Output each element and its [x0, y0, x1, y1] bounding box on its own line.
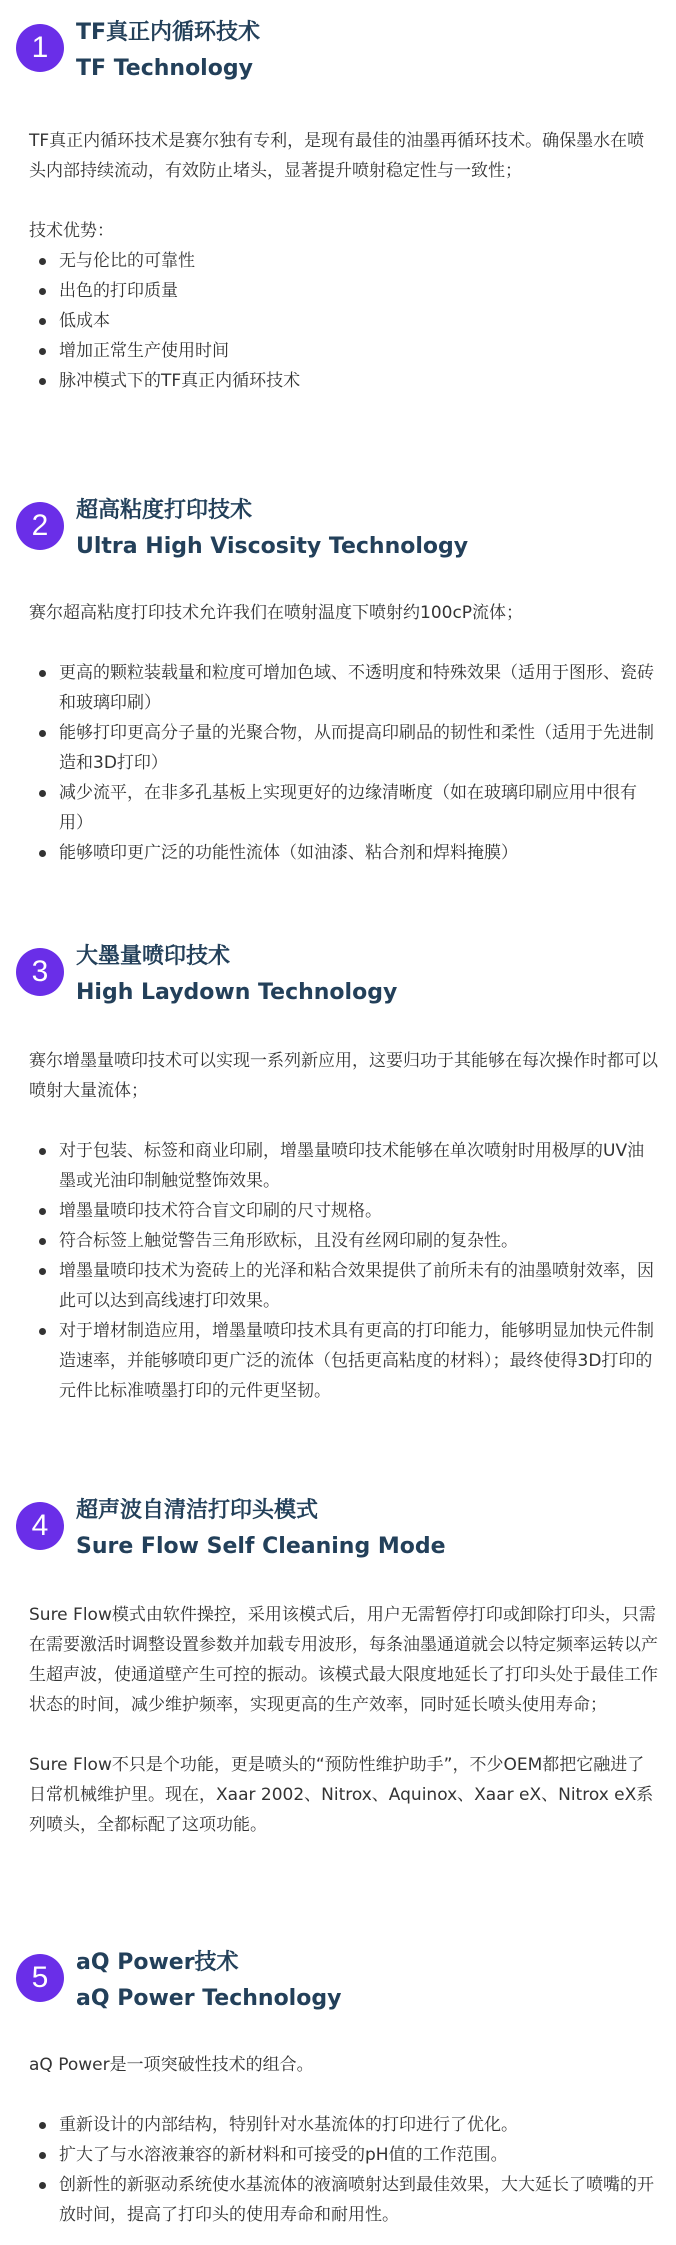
list-item: 扩大了与水溶液兼容的新材料和可接受的pH值的工作范围。	[29, 2140, 659, 2170]
list-item: 增墨量喷印技术为瓷砖上的光泽和粘合效果提供了前所未有的油墨喷射效率，因此可以达到高线速打印效果。	[29, 1256, 659, 1316]
section-title-en: aQ Power Technology	[76, 1986, 342, 2011]
section-title-cn: 超声波自清洁打印头模式	[76, 1498, 319, 1523]
list-item: 对于包装、标签和商业印刷，增墨量喷印技术能够在单次喷射时用极厚的UV油墨或光油印制触觉整饰效果。	[29, 1136, 659, 1196]
list-item: 能够喷印更广泛的功能性流体（如油漆、粘合剂和焊料掩膜）	[29, 838, 659, 868]
feature-list	[29, 658, 659, 868]
list-item: 低成本	[29, 306, 659, 336]
section-intro: 赛尔增墨量喷印技术可以实现一系列新应用，这要归功于其能够在每次操作时都可以喷射大量流体；	[29, 1051, 658, 1101]
section-header	[16, 14, 656, 90]
list-item: 增墨量喷印技术符合盲文印刷的尺寸规格。	[29, 1196, 659, 1226]
section-outro: Sure Flow不只是个功能，更是喷头的“预防性维护助手”，不少OEM都把它融进了日常机械维护里。现在，Xaar 2002、Nitrox、Aquinox、Xaar eX、Nitrox eX系列喷头，全都标配了这项功能。	[29, 1755, 654, 1835]
section-header	[16, 1492, 656, 1568]
section-number-badge: 2	[16, 502, 64, 550]
section-title-cn: aQ Power技术	[76, 1950, 239, 1975]
section-ultra-high-viscosity	[0, 492, 676, 892]
section-header	[16, 1944, 656, 2020]
section-body	[29, 126, 659, 396]
list-item: 能够打印更高分子量的光聚合物，从而提高印刷品的韧性和柔性（适用于先进制造和3D打印）	[29, 718, 659, 778]
section-header	[16, 938, 656, 1014]
list-item: 脉冲模式下的TF真正内循环技术	[29, 366, 659, 396]
section-title-en: High Laydown Technology	[76, 980, 398, 1005]
section-subheading: 技术优势：	[29, 221, 114, 241]
section-tf-technology	[0, 14, 676, 424]
list-item: 减少流平，在非多孔基板上实现更好的边缘清晰度（如在玻璃印刷应用中很有用）	[29, 778, 659, 838]
list-item: 无与伦比的可靠性	[29, 246, 659, 276]
advantage-list	[29, 246, 659, 396]
feature-list	[29, 1136, 659, 1406]
feature-list	[29, 2110, 659, 2230]
list-item: 增加正常生产使用时间	[29, 336, 659, 366]
section-title-en: TF Technology	[76, 56, 253, 81]
section-intro: TF真正内循环技术是赛尔独有专利，是现有最佳的油墨再循环技术。确保墨水在喷头内部持续流动，有效防止堵头，显著提升喷射稳定性与一致性；	[29, 131, 645, 181]
section-body	[29, 1600, 659, 1840]
section-title-en: Sure Flow Self Cleaning Mode	[76, 1534, 446, 1559]
list-item: 符合标签上触觉警告三角形欧标，且没有丝网印刷的复杂性。	[29, 1226, 659, 1256]
list-item: 重新设计的内部结构，特别针对水基流体的打印进行了优化。	[29, 2110, 659, 2140]
section-intro: 赛尔超高粘度打印技术允许我们在喷射温度下喷射约100cP流体；	[29, 603, 524, 623]
section-number-badge: 4	[16, 1502, 64, 1550]
section-body	[29, 2050, 659, 2230]
section-body	[29, 598, 659, 868]
list-item: 更高的颗粒装载量和粒度可增加色域、不透明度和特殊效果（适用于图形、瓷砖和玻璃印刷）	[29, 658, 659, 718]
section-body	[29, 1046, 659, 1406]
list-item: 创新性的新驱动系统使水基流体的液滴喷射达到最佳效果，大大延长了喷嘴的开放时间，提高了打印头的使用寿命和耐用性。	[29, 2170, 659, 2230]
list-item: 出色的打印质量	[29, 276, 659, 306]
section-high-laydown	[0, 938, 676, 1458]
section-number-badge: 3	[16, 948, 64, 996]
section-number-badge: 1	[16, 24, 64, 72]
section-title-cn: 大墨量喷印技术	[76, 944, 231, 969]
section-intro: aQ Power是一项突破性技术的组合。	[29, 2055, 314, 2075]
section-header	[16, 492, 656, 568]
section-aq-power	[0, 1944, 676, 2244]
section-title-cn: TF真正内循环技术	[76, 20, 261, 45]
section-intro: Sure Flow模式由软件操控，采用该模式后，用户无需暂停打印或卸除打印头，只需在需要激活时调整设置参数并加载专用波形，每条油墨通道就会以特定频率运转以产生超声波，使通道壁产生可控的振动。该模式最大限度地延长了打印头处于最佳工作状态的时间，减少维护频率，实现更高的生产效率，同时延长喷头使用寿命；	[29, 1605, 658, 1715]
section-number-badge: 5	[16, 1954, 64, 2002]
list-item: 对于增材制造应用，增墨量喷印技术具有更高的打印能力，能够明显加快元件制造速率，并能够喷印更广泛的流体（包括更高粘度的材料）；最终使得3D打印的元件比标准喷墨打印的元件更坚韧。	[29, 1316, 659, 1406]
section-title-cn: 超高粘度打印技术	[76, 498, 253, 523]
section-sure-flow	[0, 1492, 676, 1872]
section-title-en: Ultra High Viscosity Technology	[76, 534, 469, 559]
